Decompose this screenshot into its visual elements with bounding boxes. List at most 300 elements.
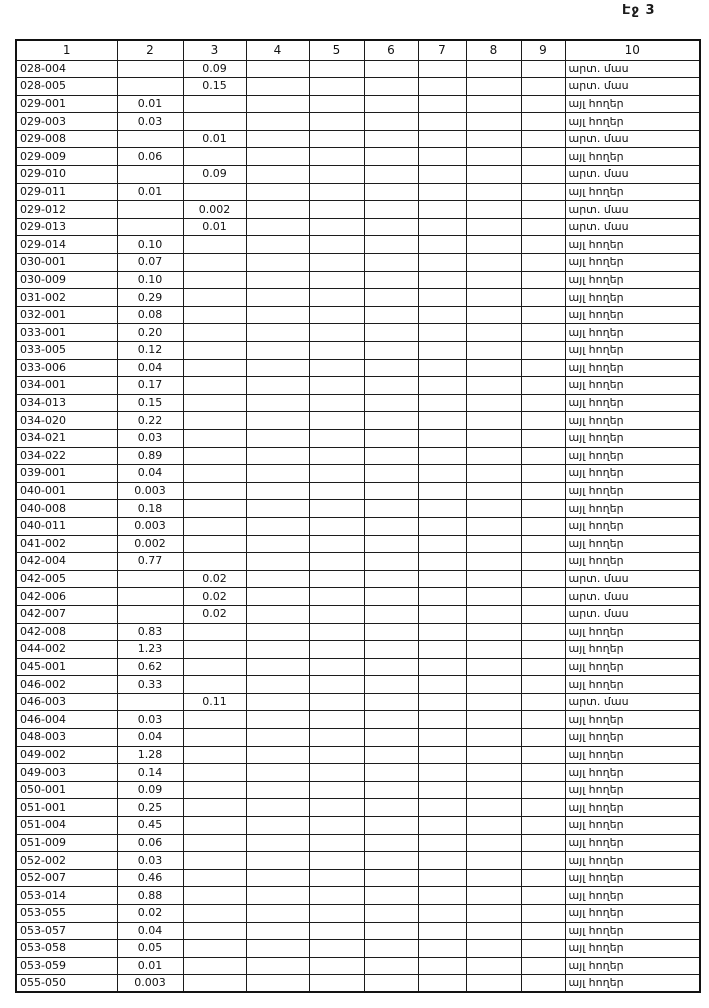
value-cell: [246, 641, 309, 659]
value-cell: 0.18: [117, 500, 183, 518]
parcel-code-cell: 045-001: [16, 658, 117, 676]
table-row: [16, 605, 700, 623]
value-cell: [364, 887, 418, 905]
value-cell: [309, 887, 364, 905]
value-cell: [418, 148, 466, 166]
value-cell: [418, 500, 466, 518]
value-cell: [466, 447, 521, 465]
value-cell: [418, 957, 466, 975]
land-type-cell: այլ հողեր: [565, 676, 700, 694]
value-cell: [246, 394, 309, 412]
value-cell: [521, 465, 565, 483]
value-cell: [183, 429, 246, 447]
table-row: [16, 641, 700, 659]
value-cell: [418, 113, 466, 131]
table-row: [16, 693, 700, 711]
value-cell: [364, 130, 418, 148]
value-cell: [183, 412, 246, 430]
value-cell: [364, 852, 418, 870]
table-row: [16, 588, 700, 606]
value-cell: [364, 271, 418, 289]
value-cell: [466, 887, 521, 905]
value-cell: [466, 130, 521, 148]
parcel-code-cell: 029-013: [16, 218, 117, 236]
value-cell: [466, 641, 521, 659]
value-cell: [521, 746, 565, 764]
land-type-cell: այլ հողեր: [565, 852, 700, 870]
value-cell: [246, 306, 309, 324]
table-row: [16, 570, 700, 588]
value-cell: [246, 817, 309, 835]
parcel-code-cell: 046-002: [16, 676, 117, 694]
land-type-cell: այլ հողեր: [565, 799, 700, 817]
table-row: [16, 236, 700, 254]
value-cell: [418, 201, 466, 219]
value-cell: [309, 535, 364, 553]
value-cell: 0.04: [117, 922, 183, 940]
value-cell: [117, 693, 183, 711]
value-cell: [364, 975, 418, 993]
value-cell: [183, 834, 246, 852]
table-row: [16, 359, 700, 377]
value-cell: [521, 412, 565, 430]
value-cell: 0.83: [117, 623, 183, 641]
value-cell: [246, 957, 309, 975]
value-cell: [183, 623, 246, 641]
value-cell: [521, 95, 565, 113]
value-cell: [364, 412, 418, 430]
land-type-cell: այլ հողեր: [565, 465, 700, 483]
parcel-code-cell: 031-002: [16, 289, 117, 307]
table-row: [16, 447, 700, 465]
value-cell: [246, 218, 309, 236]
parcel-code-cell: 039-001: [16, 465, 117, 483]
value-cell: [364, 799, 418, 817]
value-cell: [183, 377, 246, 395]
table-row: [16, 130, 700, 148]
value-cell: 0.03: [117, 852, 183, 870]
table-row: [16, 711, 700, 729]
value-cell: [246, 148, 309, 166]
parcel-code-cell: 034-001: [16, 377, 117, 395]
value-cell: [466, 553, 521, 571]
parcel-code-cell: 042-004: [16, 553, 117, 571]
value-cell: [364, 517, 418, 535]
parcel-code-cell: 049-003: [16, 764, 117, 782]
value-cell: [246, 588, 309, 606]
value-cell: [364, 588, 418, 606]
table-row: [16, 869, 700, 887]
value-cell: [183, 729, 246, 747]
value-cell: [364, 781, 418, 799]
value-cell: [466, 605, 521, 623]
value-cell: [309, 852, 364, 870]
table-row: [16, 289, 700, 307]
value-cell: [364, 957, 418, 975]
value-cell: [309, 605, 364, 623]
value-cell: [521, 113, 565, 131]
value-cell: [418, 887, 466, 905]
value-cell: [183, 394, 246, 412]
value-cell: [309, 412, 364, 430]
value-cell: [183, 95, 246, 113]
value-cell: [364, 834, 418, 852]
value-cell: [418, 342, 466, 360]
value-cell: [521, 764, 565, 782]
value-cell: [117, 570, 183, 588]
value-cell: [521, 887, 565, 905]
land-type-cell: այլ հողեր: [565, 817, 700, 835]
value-cell: [183, 517, 246, 535]
value-cell: [466, 500, 521, 518]
value-cell: [246, 729, 309, 747]
table-row: [16, 148, 700, 166]
land-type-cell: այլ հողեր: [565, 95, 700, 113]
value-cell: [183, 500, 246, 518]
value-cell: [418, 166, 466, 184]
value-cell: [309, 957, 364, 975]
value-cell: 0.88: [117, 887, 183, 905]
value-cell: [418, 711, 466, 729]
value-cell: [418, 588, 466, 606]
value-cell: [246, 254, 309, 272]
table-row: [16, 535, 700, 553]
value-cell: [183, 887, 246, 905]
value-cell: [309, 271, 364, 289]
value-cell: [364, 394, 418, 412]
table-body: [16, 60, 700, 992]
table-row: [16, 781, 700, 799]
value-cell: [364, 95, 418, 113]
table-row: [16, 553, 700, 571]
value-cell: 0.03: [117, 711, 183, 729]
value-cell: 0.03: [117, 113, 183, 131]
value-cell: [309, 394, 364, 412]
table-row: [16, 377, 700, 395]
value-cell: [466, 922, 521, 940]
table-row: [16, 887, 700, 905]
parcel-code-cell: 029-011: [16, 183, 117, 201]
table-row: [16, 166, 700, 184]
value-cell: 0.25: [117, 799, 183, 817]
value-cell: [521, 447, 565, 465]
parcel-code-cell: 051-009: [16, 834, 117, 852]
value-cell: [521, 869, 565, 887]
value-cell: 0.11: [183, 693, 246, 711]
value-cell: [364, 377, 418, 395]
value-cell: [364, 218, 418, 236]
value-cell: [364, 359, 418, 377]
value-cell: [246, 605, 309, 623]
value-cell: [309, 218, 364, 236]
table-row: [16, 676, 700, 694]
value-cell: [418, 623, 466, 641]
value-cell: [309, 359, 364, 377]
value-cell: 0.45: [117, 817, 183, 835]
value-cell: [309, 746, 364, 764]
value-cell: [309, 641, 364, 659]
value-cell: [418, 412, 466, 430]
value-cell: [309, 623, 364, 641]
value-cell: [183, 306, 246, 324]
value-cell: [418, 60, 466, 78]
parcel-code-cell: 034-020: [16, 412, 117, 430]
value-cell: [117, 166, 183, 184]
land-type-cell: այլ հողեր: [565, 746, 700, 764]
value-cell: 0.09: [183, 166, 246, 184]
value-cell: [521, 218, 565, 236]
value-cell: [309, 183, 364, 201]
parcel-code-cell: 029-012: [16, 201, 117, 219]
land-type-cell: այլ հողեր: [565, 711, 700, 729]
value-cell: [309, 922, 364, 940]
value-cell: [466, 799, 521, 817]
value-cell: [418, 359, 466, 377]
value-cell: [521, 254, 565, 272]
land-type-cell: այլ հողեր: [565, 377, 700, 395]
value-cell: 0.003: [117, 975, 183, 993]
value-cell: 0.46: [117, 869, 183, 887]
value-cell: [309, 78, 364, 96]
value-cell: [183, 852, 246, 870]
value-cell: [309, 95, 364, 113]
land-type-cell: այլ հողեր: [565, 887, 700, 905]
land-type-cell: այլ հողեր: [565, 641, 700, 659]
land-parcel-table: [15, 39, 701, 993]
value-cell: [309, 553, 364, 571]
value-cell: 0.14: [117, 764, 183, 782]
value-cell: [521, 553, 565, 571]
parcel-code-cell: 029-010: [16, 166, 117, 184]
column-header-9: 9: [521, 40, 565, 60]
table-row: [16, 95, 700, 113]
parcel-code-cell: 042-008: [16, 623, 117, 641]
value-cell: [309, 130, 364, 148]
value-cell: [309, 166, 364, 184]
value-cell: 0.04: [117, 729, 183, 747]
value-cell: [309, 324, 364, 342]
parcel-code-cell: 055-050: [16, 975, 117, 993]
value-cell: [521, 940, 565, 958]
value-cell: [521, 711, 565, 729]
value-cell: 0.17: [117, 377, 183, 395]
parcel-code-cell: 033-006: [16, 359, 117, 377]
value-cell: [521, 605, 565, 623]
value-cell: [364, 817, 418, 835]
value-cell: [246, 658, 309, 676]
parcel-code-cell: 029-008: [16, 130, 117, 148]
value-cell: [364, 166, 418, 184]
table-row: [16, 975, 700, 993]
value-cell: [466, 254, 521, 272]
value-cell: [364, 940, 418, 958]
value-cell: [418, 236, 466, 254]
table-row: [16, 658, 700, 676]
value-cell: 0.07: [117, 254, 183, 272]
value-cell: [364, 570, 418, 588]
value-cell: [418, 676, 466, 694]
value-cell: 0.02: [117, 905, 183, 923]
value-cell: 0.04: [117, 465, 183, 483]
value-cell: 0.02: [183, 605, 246, 623]
value-cell: [521, 693, 565, 711]
value-cell: [246, 940, 309, 958]
value-cell: [521, 342, 565, 360]
value-cell: [466, 535, 521, 553]
value-cell: [466, 218, 521, 236]
value-cell: [466, 95, 521, 113]
value-cell: [246, 781, 309, 799]
column-header-2: 2: [117, 40, 183, 60]
value-cell: [521, 905, 565, 923]
land-type-cell: արտ. մաս: [565, 166, 700, 184]
land-type-cell: այլ հողեր: [565, 535, 700, 553]
land-type-cell: այլ հողեր: [565, 922, 700, 940]
parcel-code-cell: 029-014: [16, 236, 117, 254]
value-cell: [521, 201, 565, 219]
value-cell: [466, 465, 521, 483]
value-cell: [309, 869, 364, 887]
table-row: [16, 60, 700, 78]
value-cell: [364, 693, 418, 711]
parcel-code-cell: 053-057: [16, 922, 117, 940]
parcel-code-cell: 030-009: [16, 271, 117, 289]
value-cell: [521, 359, 565, 377]
value-cell: [418, 570, 466, 588]
value-cell: [309, 729, 364, 747]
value-cell: [183, 905, 246, 923]
value-cell: [246, 887, 309, 905]
value-cell: [309, 447, 364, 465]
value-cell: 0.15: [183, 78, 246, 96]
table-row: [16, 799, 700, 817]
value-cell: [246, 412, 309, 430]
value-cell: [418, 535, 466, 553]
value-cell: [309, 482, 364, 500]
parcel-code-cell: 053-014: [16, 887, 117, 905]
value-cell: [521, 289, 565, 307]
value-cell: [183, 535, 246, 553]
value-cell: [364, 905, 418, 923]
value-cell: [183, 447, 246, 465]
value-cell: [246, 113, 309, 131]
value-cell: [466, 711, 521, 729]
value-cell: 0.33: [117, 676, 183, 694]
table-row: [16, 957, 700, 975]
value-cell: 0.003: [117, 482, 183, 500]
value-cell: 0.02: [183, 570, 246, 588]
value-cell: [364, 254, 418, 272]
land-type-cell: արտ. մաս: [565, 218, 700, 236]
value-cell: [309, 254, 364, 272]
value-cell: [418, 517, 466, 535]
table-row: [16, 817, 700, 835]
column-header-3: 3: [183, 40, 246, 60]
value-cell: [466, 201, 521, 219]
value-cell: 0.02: [183, 588, 246, 606]
parcel-code-cell: 046-004: [16, 711, 117, 729]
land-type-cell: այլ հողեր: [565, 957, 700, 975]
land-type-cell: այլ հողեր: [565, 342, 700, 360]
parcel-code-cell: 052-007: [16, 869, 117, 887]
parcel-code-cell: 042-007: [16, 605, 117, 623]
value-cell: [521, 623, 565, 641]
value-cell: [521, 781, 565, 799]
value-cell: 0.01: [183, 130, 246, 148]
table-row: [16, 113, 700, 131]
value-cell: [246, 693, 309, 711]
value-cell: [466, 658, 521, 676]
value-cell: [309, 975, 364, 993]
land-type-cell: այլ հողեր: [565, 183, 700, 201]
value-cell: [246, 905, 309, 923]
column-header-4: 4: [246, 40, 309, 60]
value-cell: [364, 447, 418, 465]
value-cell: [521, 324, 565, 342]
value-cell: [117, 605, 183, 623]
land-type-cell: արտ. մաս: [565, 78, 700, 96]
value-cell: [246, 746, 309, 764]
value-cell: [418, 764, 466, 782]
value-cell: [246, 359, 309, 377]
value-cell: [246, 201, 309, 219]
table-row: [16, 201, 700, 219]
value-cell: [521, 570, 565, 588]
land-type-cell: այլ հողեր: [565, 623, 700, 641]
value-cell: [521, 377, 565, 395]
parcel-code-cell: 053-058: [16, 940, 117, 958]
value-cell: [183, 746, 246, 764]
value-cell: [418, 729, 466, 747]
table-row: [16, 482, 700, 500]
value-cell: [466, 676, 521, 694]
value-cell: [246, 517, 309, 535]
value-cell: [117, 130, 183, 148]
value-cell: [309, 500, 364, 518]
table-row: [16, 746, 700, 764]
parcel-code-cell: 048-003: [16, 729, 117, 747]
value-cell: [364, 658, 418, 676]
value-cell: [364, 623, 418, 641]
table-row: [16, 764, 700, 782]
value-cell: [418, 693, 466, 711]
value-cell: [246, 465, 309, 483]
value-cell: [521, 641, 565, 659]
parcel-code-cell: 053-059: [16, 957, 117, 975]
land-type-cell: այլ հողեր: [565, 306, 700, 324]
value-cell: [418, 869, 466, 887]
value-cell: [418, 781, 466, 799]
table-row: [16, 183, 700, 201]
value-cell: [183, 817, 246, 835]
value-cell: [521, 394, 565, 412]
value-cell: 0.03: [117, 429, 183, 447]
value-cell: [466, 852, 521, 870]
value-cell: [466, 342, 521, 360]
land-type-cell: այլ հողեր: [565, 500, 700, 518]
value-cell: [246, 324, 309, 342]
value-cell: [466, 482, 521, 500]
value-cell: [466, 957, 521, 975]
value-cell: [183, 236, 246, 254]
value-cell: [521, 130, 565, 148]
value-cell: [521, 729, 565, 747]
value-cell: [364, 746, 418, 764]
value-cell: [466, 729, 521, 747]
value-cell: [183, 113, 246, 131]
value-cell: [521, 271, 565, 289]
value-cell: 0.10: [117, 271, 183, 289]
